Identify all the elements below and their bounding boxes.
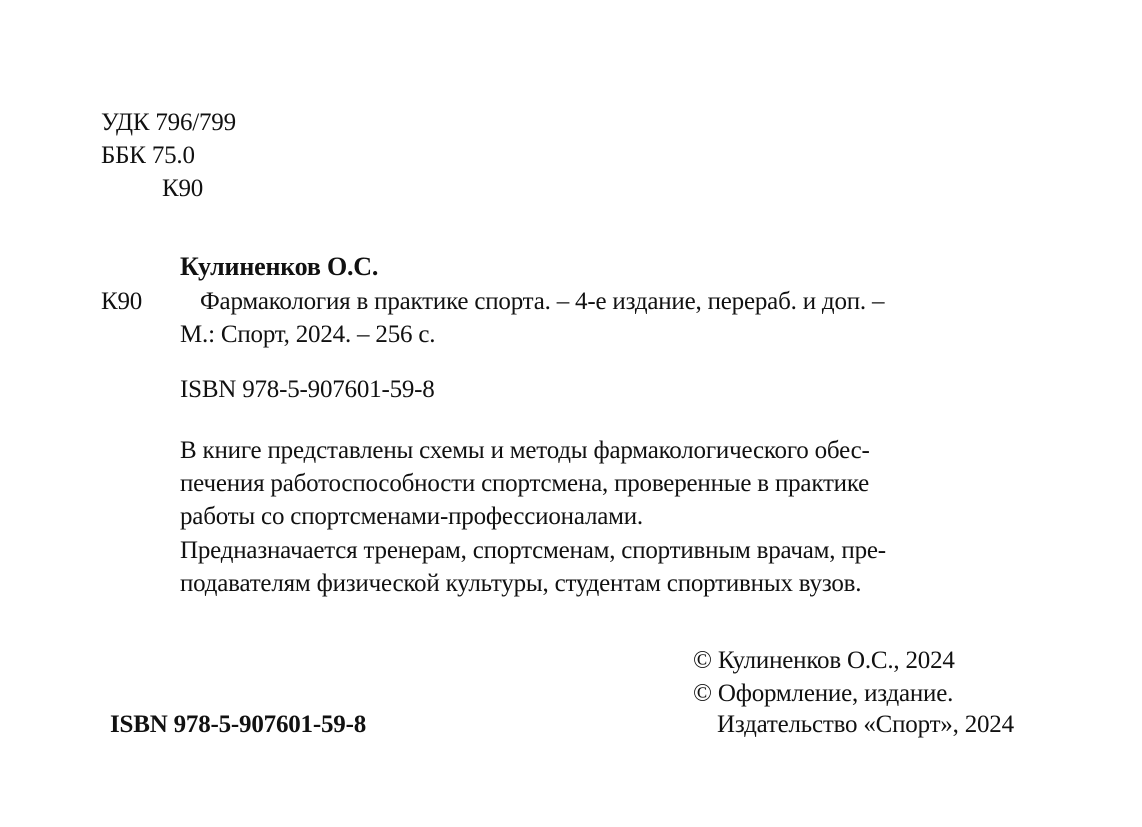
copyright-author: © Кулиненков О.С., 2024 [693, 647, 955, 674]
isbn-card: ISBN 978-5-907601-59-8 [180, 376, 435, 403]
bbk-code: ББК 75.0 [101, 142, 195, 169]
author-name: Кулиненков О.С. [180, 252, 379, 281]
author-mark-top: К90 [162, 175, 204, 202]
author-mark-card: К90 [101, 288, 143, 315]
annotation-line-1: В книге представлены схемы и методы фармакологического обес- [180, 437, 870, 464]
isbn-footer: ISBN 978-5-907601-59-8 [110, 711, 367, 738]
copyright-design: © Оформление, издание. [693, 680, 954, 707]
annotation-line-5: подавателям физической культуры, студентам спортивных вузов. [180, 570, 862, 597]
annotation-line-3: работы со спортсменами-профессионалами. [180, 503, 643, 530]
title-line-2: М.: Спорт, 2024. – 256 с. [180, 321, 436, 348]
annotation-line-4: Предназначается тренерам, спортсменам, спортивным врачам, пре- [180, 537, 886, 564]
title-line-1: Фармакология в практике спорта. – 4-е издание, перераб. и доп. – [200, 288, 885, 315]
udk-code: УДК 796/799 [101, 109, 236, 136]
copyright-publisher: Издательство «Спорт», 2024 [717, 711, 1014, 738]
annotation-line-2: печения работоспособности спортсмена, проверенные в практике [180, 470, 870, 497]
